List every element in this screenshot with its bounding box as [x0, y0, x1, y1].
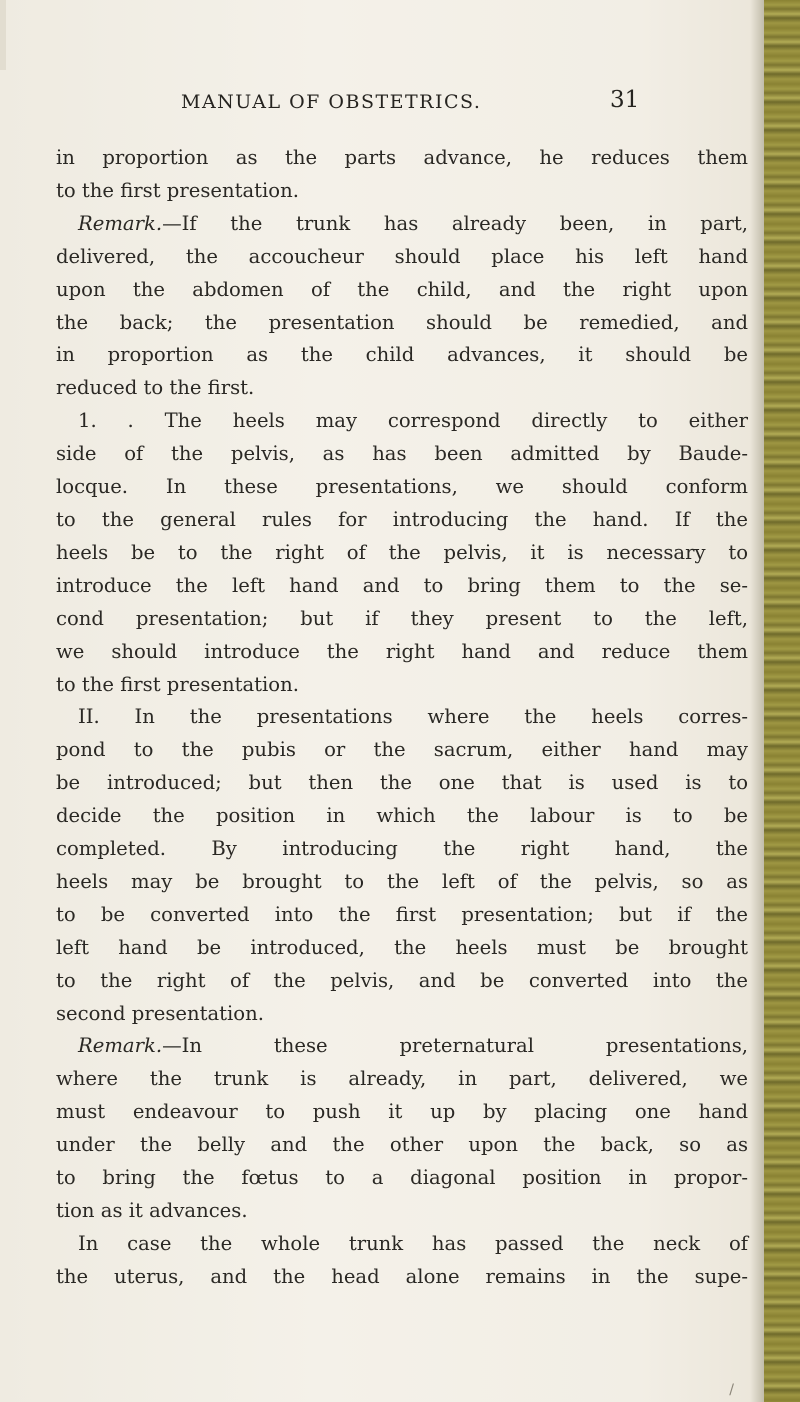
text-line: left hand be introduced, the heels must be brought — [56, 935, 748, 959]
text-line: be introduced; but then the one that is used is to — [56, 771, 748, 795]
text-line: to the first presentation. — [56, 672, 299, 696]
text-line: to the general rules for introducing the hand. If the — [56, 507, 748, 531]
stray-mark: / — [729, 1382, 734, 1398]
text-line: In case the whole trunk has passed the neck of — [78, 1231, 748, 1255]
text-line: under the belly and the other upon the back, so as — [56, 1133, 748, 1157]
page-edge — [0, 0, 6, 70]
text-line: second presentation. — [56, 1001, 264, 1025]
text-line: to the right of the pelvis, and be converted into the — [56, 968, 748, 992]
text-line: introduce the left hand and to bring them to the se- — [56, 573, 748, 597]
text-line: II. In the presentations where the heels corres- — [78, 705, 748, 729]
text-line: we should introduce the right hand and reduce them — [56, 639, 748, 663]
page-number: 31 — [610, 87, 640, 113]
text-line: decide the position in which the labour is to be — [56, 804, 748, 828]
text-line: 1. . The heels may correspond directly to either — [78, 409, 748, 433]
text-line: side of the pelvis, as has been admitted by Baude- — [56, 442, 748, 466]
text-line: completed. By introducing the right hand, the — [56, 837, 748, 861]
text-line: must endeavour to push it up by placing one hand — [56, 1100, 748, 1124]
book-binding — [764, 0, 800, 1402]
text-line: heels may be brought to the left of the pelvis, so as — [56, 869, 748, 893]
text-line: locque. In these presentations, we should conform — [56, 475, 748, 499]
remark-label: Remark. — [78, 1034, 163, 1058]
text-line: reduced to the first. — [56, 376, 255, 400]
text-line-content: —In these preternatural presentations, — [162, 1034, 748, 1058]
text-line: the uterus, and the head alone remains in the supe- — [56, 1264, 748, 1288]
text-line: pond to the pubis or the sacrum, either hand may — [56, 738, 748, 762]
text-line — [56, 1030, 748, 1063]
text-line: delivered, the accoucheur should place his left hand — [56, 244, 748, 268]
text-line: where the trunk is already, in part, delivered, we — [56, 1067, 748, 1091]
text-line: to be converted into the first presentation; but if the — [56, 902, 748, 926]
remark-label: Remark. — [78, 211, 163, 235]
text-line-content: —If the trunk has already been, in part, — [162, 211, 748, 235]
text-line — [56, 208, 748, 241]
text-line: upon the abdomen of the child, and the right upon — [56, 277, 748, 301]
binding-shadow — [750, 0, 764, 1402]
text-line: tion as it advances. — [56, 1199, 248, 1222]
text-line: to the first presentation. — [56, 178, 299, 202]
text-line: in proportion as the parts advance, he reduces them — [56, 146, 748, 169]
text-line: heels be to the right of the pelvis, it is necessary to — [56, 540, 748, 564]
text-line: in proportion as the child advances, it should be — [56, 343, 748, 367]
text-line: cond presentation; but if they present to the left, — [56, 606, 748, 630]
body-text — [56, 142, 748, 1294]
running-title: MANUAL OF OBSTETRICS. — [181, 91, 482, 113]
text-line: the back; the presentation should be remedied, and — [56, 310, 748, 334]
text-line: to bring the fœtus to a diagonal position in propor- — [56, 1166, 748, 1190]
